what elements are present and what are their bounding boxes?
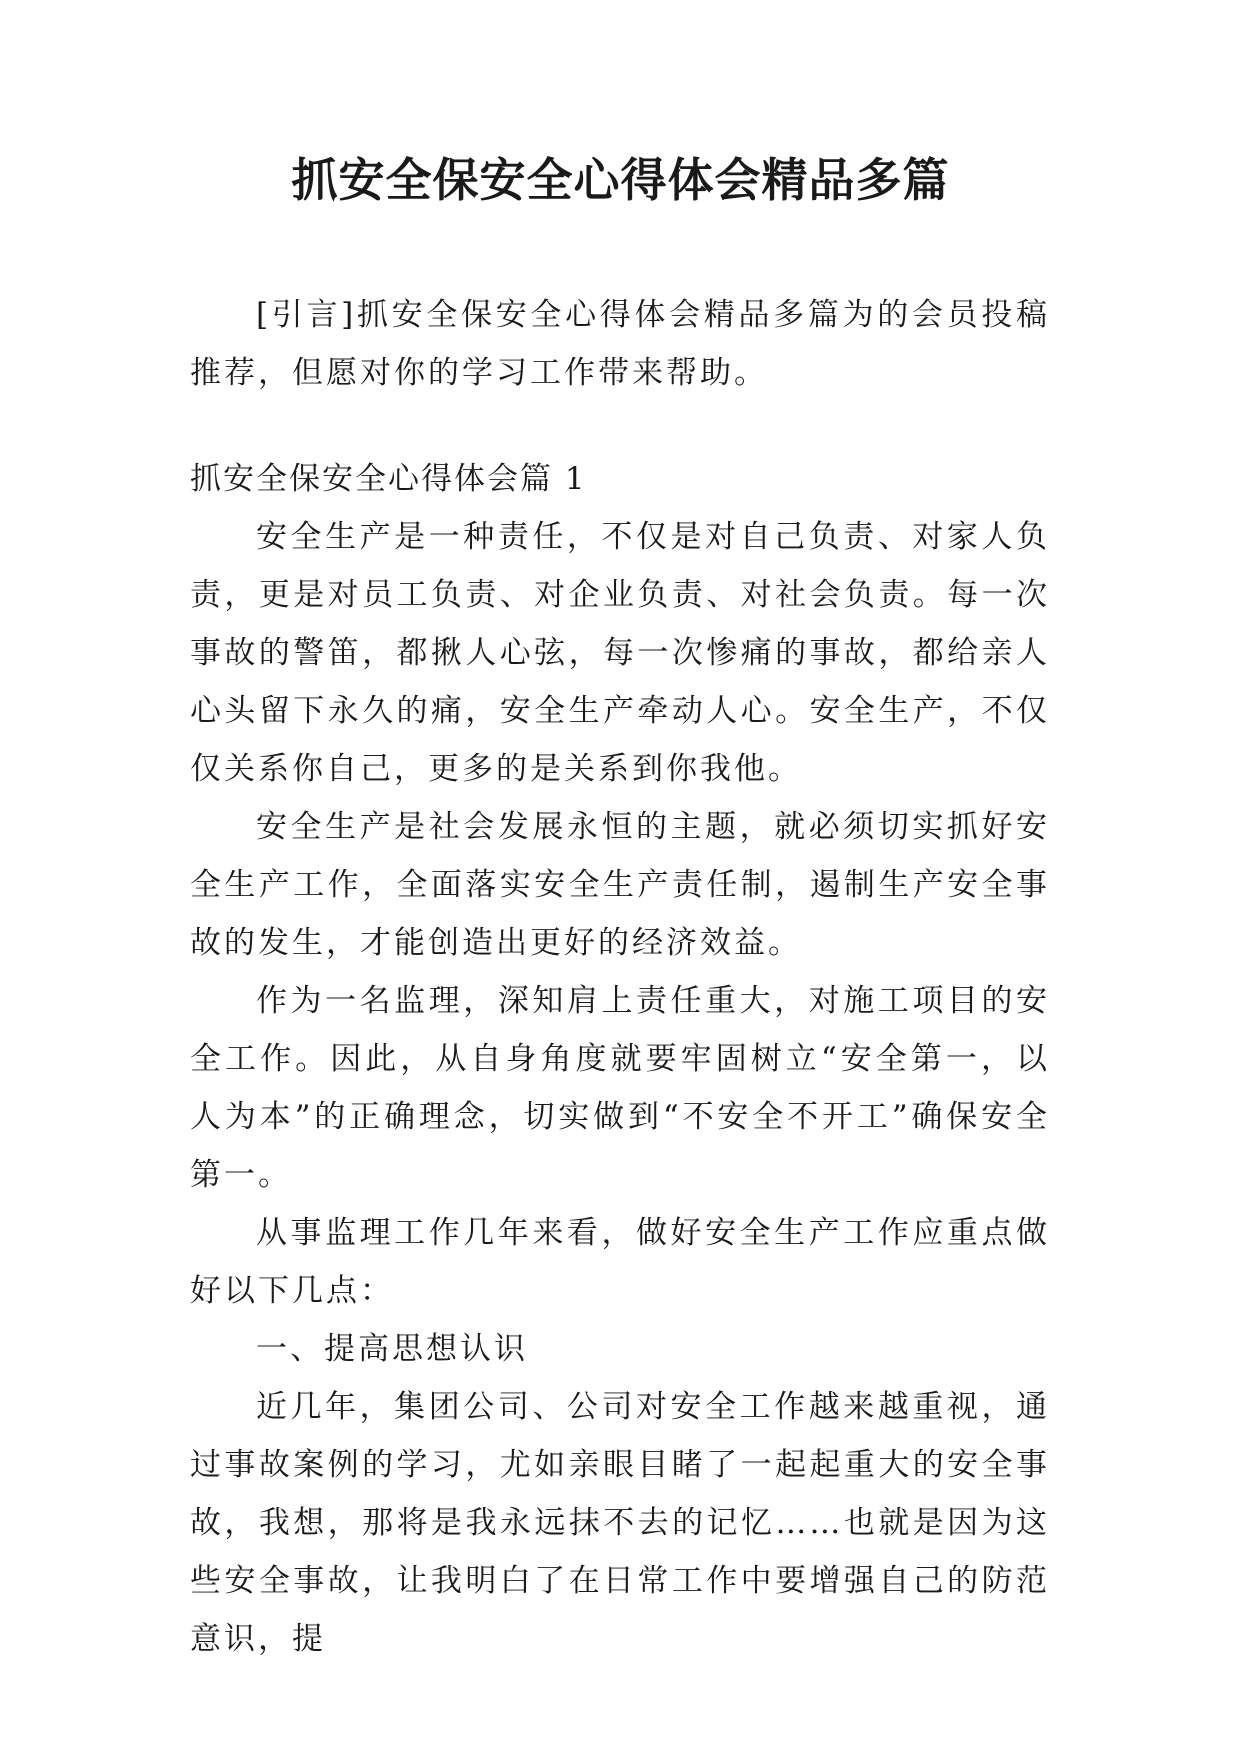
- body-paragraph: 安全生产是社会发展永恒的主题，就必须切实抓好安全生产工作，全面落实安全生产责任制，遏制生产安全事故的发生，才能创造出更好的经济效益。: [190, 809, 1050, 961]
- body-paragraph: 近几年，集团公司、公司对安全工作越来越重视，通过事故案例的学习，尤如亲眼目睹了一起起重大的安全事故，我想，那将是我永远抹不去的记忆……也就是因为这些安全事故，让我明白了在日常工作中要增强自己的防范意识，提: [190, 1389, 1050, 1657]
- document-body: [190, 286, 1050, 1668]
- section-heading: 抓安全保安全心得体会篇 1: [190, 461, 587, 497]
- subheading-paragraph: 一、提高思想认识: [256, 1331, 528, 1367]
- intro-paragraph: [引言]抓安全保安全心得体会精品多篇为的会员投稿推荐，但愿对你的学习工作带来帮助。: [190, 297, 1050, 391]
- body-paragraph: 作为一名监理，深知肩上责任重大，对施工项目的安全工作。因此，从自身角度就要牢固树立“安全第一，以人为本”的正确理念，切实做到“不安全不开工”确保安全第一。: [190, 983, 1050, 1193]
- body-paragraph: 安全生产是一种责任，不仅是对自己负责、对家人负责，更是对员工负责、对企业负责、对社会负责。每一次事故的警笛，都揪人心弦，每一次惨痛的事故，都给亲人心头留下永久的痛，安全生产牵动人心。安全生产，不仅仅关系你自己，更多的是关系到你我他。: [190, 519, 1050, 787]
- body-paragraph: 从事监理工作几年来看，做好安全生产工作应重点做好以下几点：: [190, 1215, 1050, 1309]
- document-title: 抓安全保安全心得体会精品多篇: [291, 153, 950, 207]
